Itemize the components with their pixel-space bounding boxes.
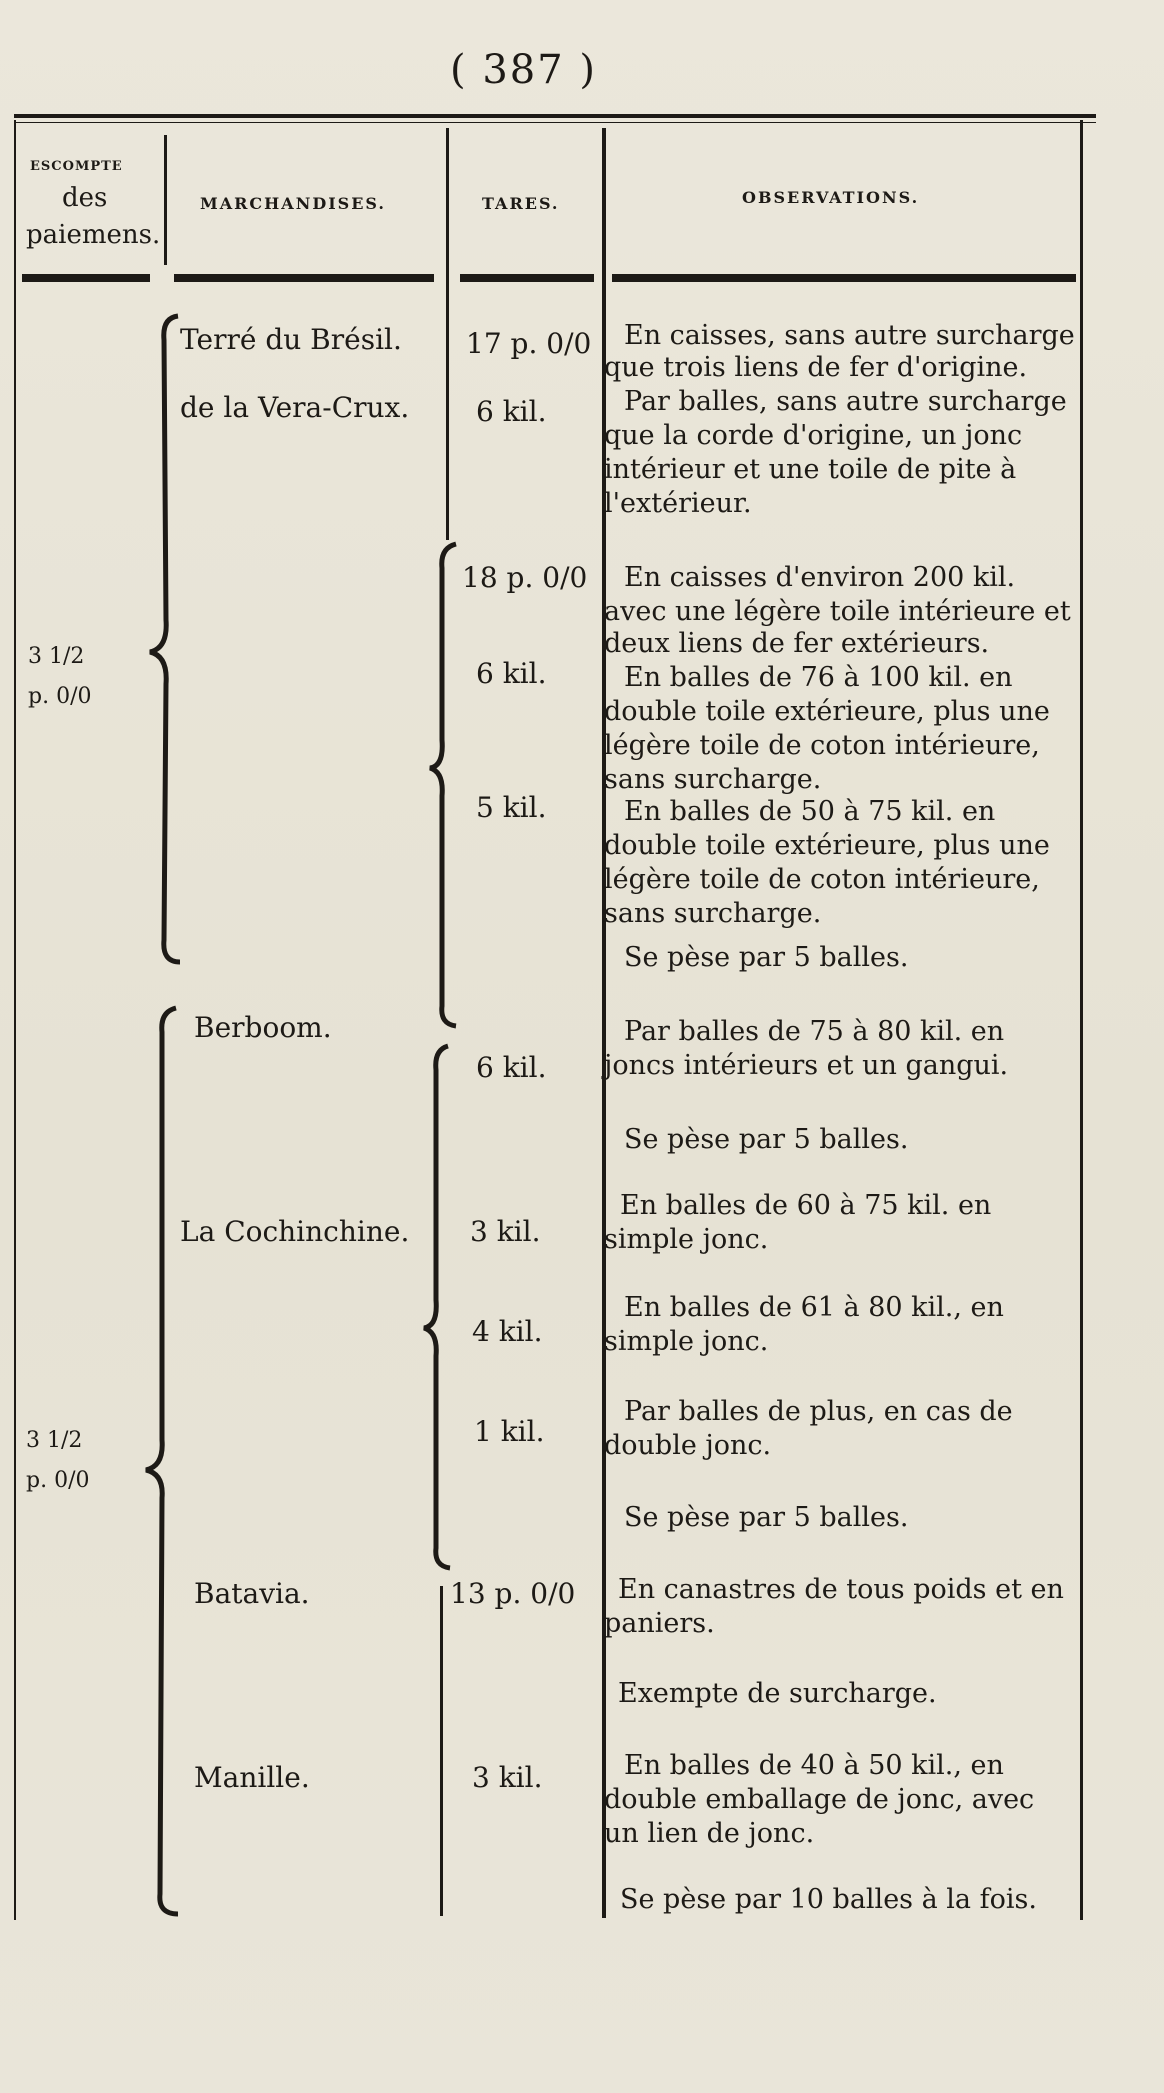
- observation-line: Par balles de 75 à 80 kil. en: [624, 1016, 1005, 1047]
- observation-line: l'extérieur.: [604, 488, 752, 519]
- observation-line: En balles de 60 à 75 kil. en: [620, 1190, 992, 1221]
- observation-line: En canastres de tous poids et en: [618, 1574, 1064, 1605]
- escompte-value: 3 1/2: [26, 1428, 83, 1453]
- observation-line: un lien de jonc.: [604, 1818, 815, 1849]
- header-escompte: ESCOMPTE: [30, 159, 123, 174]
- observation-line: joncs intérieurs et un gangui.: [604, 1050, 1009, 1081]
- observation-line: paniers.: [604, 1608, 715, 1639]
- observation-line: que la corde d'origine, un jonc: [604, 420, 1023, 451]
- tare-value: 3 kil.: [472, 1761, 543, 1794]
- page-number: ( 387 ): [450, 47, 597, 93]
- brace-left-lower: [146, 1008, 178, 1914]
- header-escompte: des: [62, 183, 108, 213]
- observation-line: double toile extérieure, plus une: [604, 830, 1050, 861]
- tare-value: 17 p. 0/0: [466, 327, 592, 360]
- observation-line: sans surcharge.: [604, 898, 822, 929]
- brace-tares-lower: [424, 1046, 450, 1568]
- observation-line: double jonc.: [604, 1430, 772, 1461]
- observation-line: En balles de 40 à 50 kil., en: [624, 1750, 1004, 1781]
- marchandise: Batavia.: [194, 1577, 310, 1610]
- observation-line: légère toile de coton intérieure,: [604, 730, 1040, 761]
- observation-line: simple jonc.: [604, 1326, 769, 1357]
- escompte-value: p. 0/0: [28, 684, 92, 709]
- marchandise: de la Vera-Crux.: [180, 391, 410, 424]
- observation-line: Exempte de surcharge.: [618, 1678, 937, 1709]
- tare-value: 3 kil.: [470, 1215, 541, 1248]
- observation-line: En balles de 61 à 80 kil., en: [624, 1292, 1004, 1323]
- observation-line: deux liens de fer extérieurs.: [604, 628, 990, 659]
- marchandise: Terré du Brésil.: [180, 323, 402, 356]
- observation-line: avec une légère toile intérieure et: [604, 596, 1071, 627]
- tare-value: 18 p. 0/0: [462, 561, 588, 594]
- header-marchandises: MARCHANDISES.: [200, 194, 386, 213]
- marchandise: Manille.: [194, 1761, 310, 1794]
- brace-tares-upper: [430, 544, 456, 1026]
- observation-line: Se pèse par 5 balles.: [624, 1502, 909, 1533]
- observation-line: double toile extérieure, plus une: [604, 696, 1050, 727]
- escompte-value: 3 1/2: [28, 644, 85, 669]
- brace-left-upper: [150, 316, 180, 962]
- tare-value: 6 kil.: [476, 395, 547, 428]
- observation-line: Par balles, sans autre surcharge: [624, 386, 1067, 417]
- header-escompte: paiemens.: [26, 220, 161, 250]
- tare-value: 6 kil.: [476, 1051, 547, 1084]
- observation-line: En caisses d'environ 200 kil.: [624, 562, 1016, 593]
- observation-line: simple jonc.: [604, 1224, 769, 1255]
- observation-line: En balles de 50 à 75 kil. en: [624, 796, 996, 827]
- tare-value: 13 p. 0/0: [450, 1577, 576, 1610]
- observation-line: intérieur et une toile de pite à: [604, 454, 1017, 485]
- observation-line: légère toile de coton intérieure,: [604, 864, 1040, 895]
- observation-line: que trois liens de fer d'origine.: [604, 352, 1028, 383]
- observation-line: Se pèse par 5 balles.: [624, 1124, 909, 1155]
- tare-value: 1 kil.: [474, 1415, 545, 1448]
- marchandise: La Cochinchine.: [180, 1215, 410, 1248]
- escompte-value: p. 0/0: [26, 1468, 90, 1493]
- observation-line: Par balles de plus, en cas de: [624, 1396, 1013, 1427]
- tare-value: 4 kil.: [472, 1315, 543, 1348]
- header-tares: TARES.: [482, 194, 560, 213]
- tare-value: 5 kil.: [476, 791, 547, 824]
- observation-line: En balles de 76 à 100 kil. en: [624, 662, 1013, 693]
- observation-line: double emballage de jonc, avec: [604, 1784, 1035, 1815]
- observation-line: Se pèse par 5 balles.: [624, 942, 909, 973]
- tare-value: 6 kil.: [476, 657, 547, 690]
- observation-line: sans surcharge.: [604, 764, 822, 795]
- header-observations: OBSERVATIONS.: [742, 188, 920, 207]
- marchandise: Berboom.: [194, 1011, 332, 1044]
- observation-line: En caisses, sans autre surcharge: [624, 320, 1075, 351]
- observation-line: Se pèse par 10 balles à la fois.: [620, 1884, 1037, 1915]
